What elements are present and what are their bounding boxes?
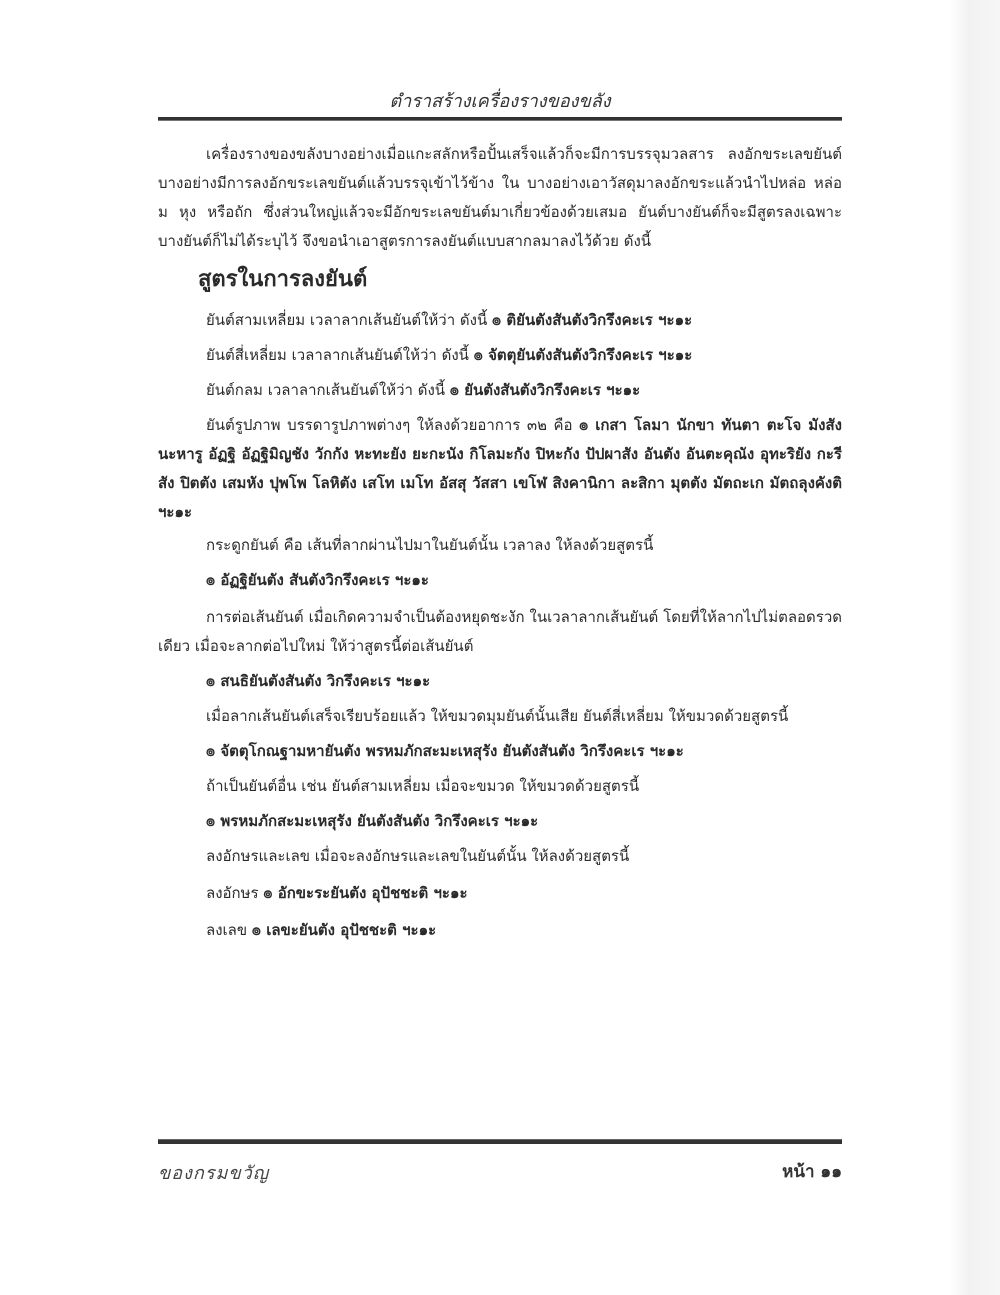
running-header-title: ตำราสร้างเครื่องรางของขลัง [389,91,611,112]
close-square-formula [206,737,842,766]
lek-line [206,916,842,945]
bone-formula [206,566,842,595]
lek-formula: ๏ เลขะยันตัง อุปัชชะติ ฯะ๑ะ [251,921,437,939]
page-number: หน้า ๑๑ [782,1162,842,1182]
close-other-formula-text: ๏ พรหมภักสะมะเหสุรัง ยันตังสันตัง วิกรึงคะเร ฯะ๑ะ [206,812,539,830]
page-body [158,140,842,953]
close-square-formula-text: ๏ จัตตุโกณฐามหายันตัง พรหมภักสะมะเหสุรัง ยันตังสันตัง วิกรึงคะเร ฯะ๑ะ [206,742,684,760]
lek-label: ลงเลข [206,921,252,939]
connect-formula [206,667,842,696]
section-heading: สูตรในการลงยันต์ [198,267,368,292]
footer-signature: ของกรมขวัญ [158,1163,270,1184]
yant-circle-formula: ๏ ยันตังสันตังวิกรึงคะเร ฯะ๑ะ [449,381,641,399]
yant-square-formula: ๏ จัตตุยันตังสันตังวิกรึงคะเร ฯะ๑ะ [473,346,693,364]
yant-circle-line [206,376,842,405]
yant-square-text: ยันต์สี่เหลี่ยม เวลาลากเส้นยันต์ให้ว่า ดังนี้ [206,346,474,364]
yant-circle-text: ยันต์กลม เวลาลากเส้นยันต์ให้ว่า ดังนี้ [206,381,450,399]
close-other-formula [206,807,842,836]
bone-text: กระดูกยันต์ คือ เส้นที่ลากผ่านไปมาในยันต์นั้น เวลาลง ให้ลงด้วยสูตรนี้ [206,536,654,554]
akson-line [206,879,842,908]
yant-rupa-paragraph [158,411,842,527]
yant-triangle-text: ยันต์สามเหลี่ยม เวลาลากเส้นยันต์ให้ว่า ดังนี้ [206,311,492,329]
close-square-text: เมื่อลากเส้นยันต์เสร็จเรียบร้อยแล้ว ให้ขมวดมุมยันต์นั้นเสีย ยันต์สี่เหลี่ยม ให้ขมวดด้วยสูตรนี้ [206,707,789,725]
connect-paragraph: การต่อเส้นยันต์ เมื่อเกิดความจำเป็นต้องหยุดชะงัก ในเวลาลากเส้นยันต์ โดยที่ให้ลากไปไม่ตลอดรวดเดียว เมื่อจะลากต่อไปใหม่ ให้ว่าสูตรนี้ต่อเส้นยันต์ [158,608,842,655]
yant-triangle-formula: ๏ ติยันตังสันตังวิกรึงคะเร ฯะ๑ะ [492,311,693,329]
footer-rule [158,1139,842,1144]
akson-label: ลงอักษร [206,884,264,902]
bone-formula-text: ๏ อัฏฐิยันตัง สันตังวิกรึงคะเร ฯะ๑ะ [206,571,429,589]
letters-text: ลงอักษรและเลข เมื่อจะลงอักษรและเลขในยันต์นั้น ให้ลงด้วยสูตรนี้ [206,847,630,865]
close-other-text: ถ้าเป็นยันต์อื่น เช่น ยันต์สามเหลี่ยม เมื่อจะขมวด ให้ขมวดด้วยสูตรนี้ [206,777,640,795]
akson-formula: ๏ อักขะระยันตัง อุปัชชะติ ฯะ๑ะ [263,884,468,902]
yant-rupa-text: ยันต์รูปภาพ บรรดารูปภาพต่างๆ ให้ลงด้วยอาการ ๓๒ คือ [206,416,580,434]
yant-square-line [206,341,842,370]
intro-paragraph: เครื่องรางของขลังบางอย่างเมื่อแกะสลักหรือปั้นเสร็จแล้วก็จะมีการบรรจุมวลสาร ลงอักขระเลขยันต์ บางอย่างมีการลงอักขระเลขยันต์แล้วบรรจุเข้าไว้ข้าง ใน บางอย่างเอาวัสดุมาลงอักขระแล้วนำไปหล่อ หล่อม หุง หรือถัก ซึ่งส่วนใหญ่แล้วจะมีอักขระเลขยันต์มาเกี่ยวข้องด้วยเสมอ ยันต์บางยันต์ก็จะมีสูตรลงเฉพาะ บางยันต์ก็ไม่ได้ระบุไว้ จึงขอนำเอาสูตรการลงยันต์แบบสากลมาลงไว้ด้วย ดังนี้ [158,145,842,250]
yant-rupa-formula: ๏ เกสา โลมา นักขา ทันตา ตะโจ มังสัง นะหารู อัฏฐิ อัฏฐิมิญชัง วักกัง หะทะยัง ยะกะนัง กิโลมะกัง ปิหะกัง ปัปผาสัง อันตัง อันตะคุณัง อุทะริยัง กะรีสัง ปิตตัง เสมหัง ปุพโพ โลหิตัง เสโท เมโท อัสสุ วัสสา เขโฬ สิงคานิกา ละสิกา มุตตัง มัตถะเก มัตถลุงคังติ ฯะ๑ะ [158,416,842,521]
scan-edge-shadow [948,0,1000,1295]
yant-triangle-line [206,306,842,335]
header-rule [158,117,842,121]
connect-formula-text: ๏ สนธิยันตังสันตัง วิกรึงคะเร ฯะ๑ะ [206,672,431,690]
